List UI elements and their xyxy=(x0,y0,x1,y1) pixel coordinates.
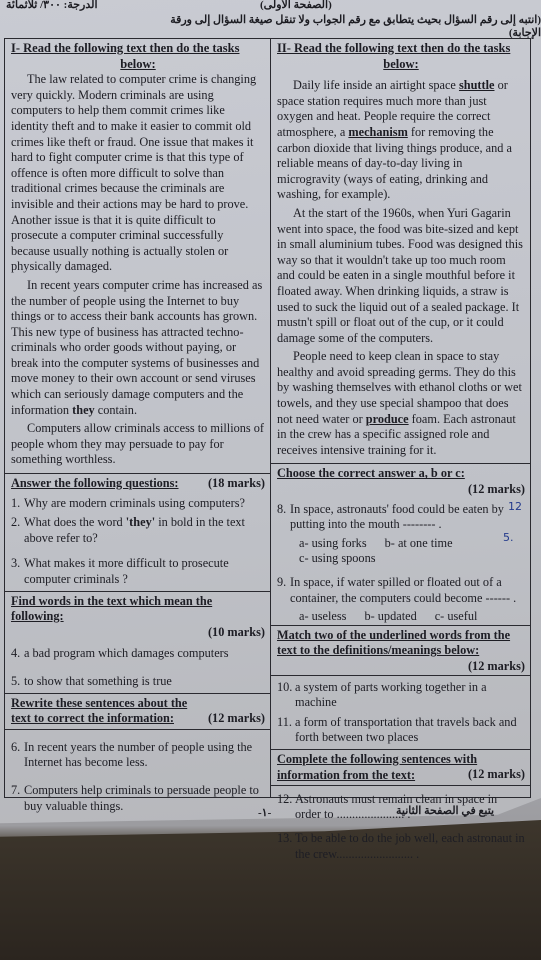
question-heading xyxy=(277,466,525,482)
passage-1-paragraph: The law related to computer crime is changing very quickly. Modern criminals are using computers to help them commit crimes like identity theft and to make it easier to commit old crimes like theft or fraud. One issue that makes it hard to fight computer crime is that this type of offence is often more difficult to solve than traditional crimes because the criminals are invisible and their actions may be hard to prove. Another issue is that it is quite difficult to prosecute a computer criminal successfully because usually nothing is actually stolen or physically damaged. xyxy=(11,72,257,274)
question-text: to show that something is true xyxy=(24,673,172,688)
options-8 xyxy=(277,551,525,567)
question-text: In space, if water spilled or floated out of a container, the computers could become ------ . xyxy=(290,575,517,605)
handwritten-mark: 12 xyxy=(508,500,522,513)
section-2-subtitle: below: xyxy=(383,56,419,71)
divider xyxy=(271,785,530,786)
question-text: What makes it more difficult to prosecute computer criminals ? xyxy=(24,556,229,586)
instructions: (انتبه إلى رقم السؤال بحيث يتطابق مع رقم الجواب ولا تنقل صيغة السؤال إلى ورقة الإجابة) xyxy=(170,14,541,39)
page-label: (الصفحة الأولى) xyxy=(260,0,332,11)
question-text: a form of transportation that travels back and forth between two places xyxy=(295,714,517,745)
question-6: 6. In recent years the number of people using the Internet has become less. xyxy=(11,740,265,771)
heading-text: Rewrite these sentences about the text to correct the information: xyxy=(11,695,188,726)
question-heading xyxy=(11,594,265,625)
question-text: In space, astronauts' food could be eaten by putting into the mouth -------- . xyxy=(290,501,504,532)
question-text: What does the word 'they' in bold in the text above refer to? xyxy=(24,515,245,545)
question-1: 1. Why are modern criminals using computers? xyxy=(11,495,245,510)
question-2: 2. What does the word 'they' in bold in the text above refer to? xyxy=(11,515,265,546)
exam-header xyxy=(0,0,541,40)
question-text: In recent years the number of people using the Internet has become less. xyxy=(24,739,253,770)
question-4: 4. a bad program which damages computers xyxy=(11,646,229,661)
heading-text: Complete the following sentences with information from the text: xyxy=(277,751,478,782)
options-8 xyxy=(277,536,525,552)
divider xyxy=(5,693,270,694)
passage-1-paragraph: Computers allow criminals access to millions of people whom they may persuade to pay for something worthless. xyxy=(11,421,265,467)
grade-label: الدرجة: ٣٠٠/ ثلاثمائة xyxy=(6,0,98,11)
bold-word: they xyxy=(72,402,95,417)
option-b: b- at one time xyxy=(384,535,453,550)
question-3: 3. What makes it more difficult to prosecute computer criminals ? xyxy=(11,556,265,587)
question-5: 5. to show that something is true xyxy=(11,673,172,688)
question-heading xyxy=(277,628,525,659)
option-a: a- using forks xyxy=(299,535,367,550)
option-c: c- useful xyxy=(434,609,478,624)
passage-1-paragraph xyxy=(11,278,265,418)
heading-text: Find words in the text which mean the following: xyxy=(11,593,213,624)
text-run: In recent years computer crime has increased as the number of people using the Internet to buy things or to access their bank accounts has grown. This new type of business has attracted techno-criminals who order goods without paying, or break into the computer systems of businesses and move money to their own account or send viruses which can seriously damage computers and the information xyxy=(11,277,263,417)
question-text: Why are modern criminals using computers? xyxy=(24,495,245,510)
question-text: a system of parts working together in a machine xyxy=(295,679,487,710)
handwritten-mark: 5. xyxy=(503,531,514,544)
divider xyxy=(271,463,530,464)
underlined-word: produce xyxy=(365,411,409,426)
section-2-title: II- Read the following text then do the tasks xyxy=(277,41,511,55)
left-column xyxy=(5,39,271,813)
question-10: 10. a system of parts working together in a machine xyxy=(277,680,525,711)
section-1-title: I- Read the following text then do the tasks xyxy=(11,41,240,55)
underlined-word: mechanism xyxy=(348,124,408,139)
question-12: 12. Astronauts must remain clean in space in order to ...................... . xyxy=(277,792,525,823)
text-run: contain. xyxy=(94,402,138,417)
passage-2-paragraph: At the start of the 1960s, when Yuri Gagarin went into space, the food was bite-sized and kept in small aluminium tubes. Food was designed this way so that it wouldn't take up too much room and could be eaten in a single mouthful before it floated away. When drinking liquids, a straw is used to suck the liquid out of a sealed package. It mustn't spill or float out of the cup, or it could damage some of the computers. xyxy=(277,205,523,345)
divider xyxy=(271,675,530,676)
passage-2-paragraph: People need to keep clean in space to stay healthy and avoid spreading germs. They do this by washing themselves with ethanol cloths or wet towels, and they use special shampoo that does not need water or produce foam. Each astronaut in the crew has a specific assigned role and receives intensive training for it. xyxy=(277,349,522,457)
question-text: Computers help criminals to persuade people to buy valuable things. xyxy=(24,782,259,813)
page-number: -١- xyxy=(258,807,272,819)
continue-note: يتبع في الصفحة الثانية xyxy=(396,805,495,817)
section-1-subtitle: below: xyxy=(120,56,156,71)
question-11: 11. a form of transportation that travels back and forth between two places xyxy=(277,715,525,746)
heading-text: Match two of the underlined words from the text to the definitions/meanings below: xyxy=(277,627,511,658)
question-9: 9. In space, if water spilled or floated out of a container, the computers could become ------ . xyxy=(277,575,525,606)
marks: (12 marks) xyxy=(467,767,525,782)
underlined-word: shuttle xyxy=(458,78,495,93)
question-7: 7. Computers help criminals to persuade people to buy valuable things. xyxy=(11,783,265,814)
divider xyxy=(5,729,270,730)
marks: (12 marks) xyxy=(467,482,525,497)
question-text: To be able to do the job well, each astronaut in the crew......................... . xyxy=(295,830,525,861)
divider xyxy=(271,625,530,626)
question-13: 13. To be able to do the job well, each astronaut in the crew......................... . xyxy=(277,830,525,861)
question-text: a bad program which damages computers xyxy=(24,646,229,661)
divider xyxy=(5,473,270,474)
divider xyxy=(271,749,530,750)
option-b: b- updated xyxy=(364,609,417,624)
question-text: Astronauts must remain clean in space in order to ...................... . xyxy=(295,791,498,822)
marks: (10 marks) xyxy=(207,624,265,639)
marks: (18 marks) xyxy=(207,476,265,491)
option-c: c- using spoons xyxy=(299,551,376,566)
options-9 xyxy=(277,609,525,625)
heading-text: Answer the following questions: xyxy=(11,476,179,491)
marks: (12 marks) xyxy=(467,658,525,673)
heading-text: Choose the correct answer a, b or c: xyxy=(277,466,465,481)
passage-2-paragraph: Daily life inside an airtight space shuttle or space station requires much more than just oxygen and heat. People require the correct atmosphere, a mechanism for removing the carbon dioxide that living things produce, and a reliable means of day-to-day living in microgravity (ways of eating, drinking and washing, for example). xyxy=(277,78,512,202)
marks: (12 marks) xyxy=(207,711,265,726)
question-8: 8. In space, astronauts' food could be eaten by putting into the mouth -------- . xyxy=(277,502,525,533)
question-heading xyxy=(11,696,265,727)
option-a: a- useless xyxy=(299,609,347,624)
question-heading xyxy=(11,476,265,492)
divider xyxy=(5,591,270,592)
